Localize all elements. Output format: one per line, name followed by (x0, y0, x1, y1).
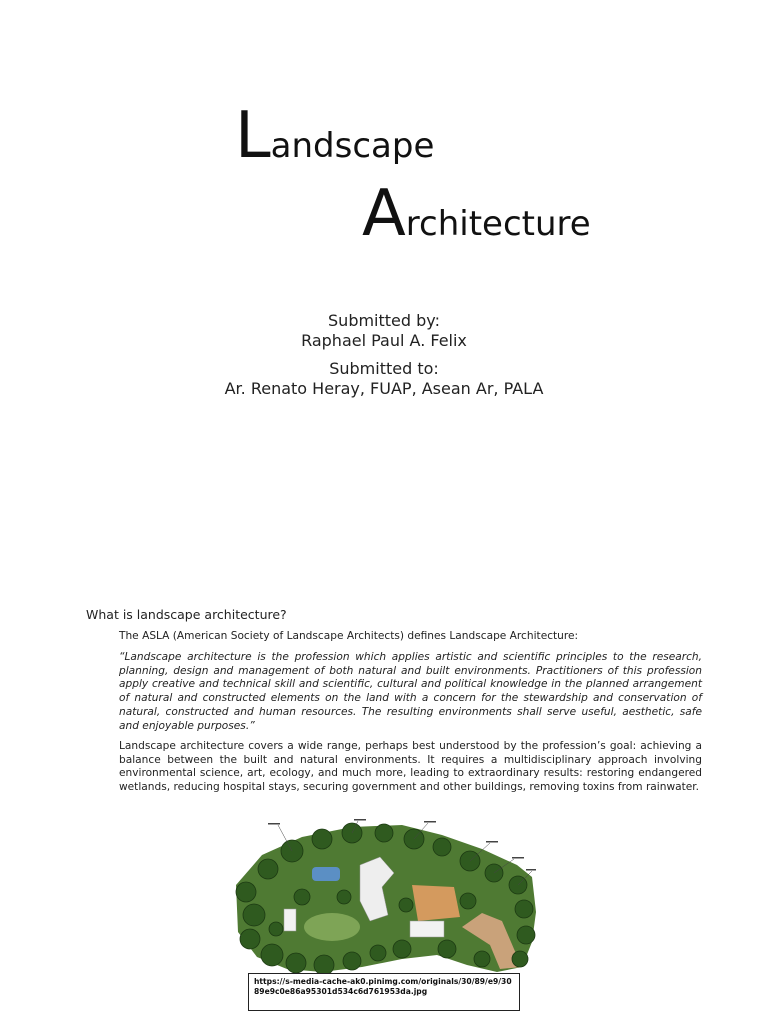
asla-definition-quote: “Landscape architecture is the profession which applies artistic and scientific principles to the research, planning, design and management of both natural and built environments. Practitioners of this profession apply creative and technical skill and scientific, cultural and political knowledge in the planned arrangement of natural and constructed elements on the land with a concern for the stewardship and conservation of natural, constructed and human resources. The resulting environments shall serve useful, aesthetic, safe and enjoyable purposes.” (119, 651, 702, 732)
submitted-to-name: Ar. Renato Heray, FUAP, Asean Ar, PALA (224, 379, 544, 398)
section-question-heading: What is landscape architecture? (86, 607, 287, 622)
title-line-architecture (362, 177, 591, 251)
title-initial-l: L (235, 99, 271, 173)
site-plan-paving (412, 885, 460, 921)
site-plan-building-annex (410, 921, 444, 937)
site-plan-lawn (304, 913, 360, 941)
title-word-architecture: rchitecture (405, 204, 591, 244)
submitted-by-name: Raphael Paul A. Felix (301, 331, 467, 350)
site-plan-pool (312, 867, 340, 881)
title-initial-a: A (362, 177, 406, 251)
profession-goal-paragraph: Landscape architecture covers a wide range, perhaps best understood by the profession’s goal: achieving a balance between the built and natural environments. It requires a multidisciplinary approach involving environmental science, art, ecology, and much more, leading to extraordinary results: restoring endangered wetlands, reducing hospital stays, securing government and other buildings, removing toxins from rainwater. (119, 740, 702, 794)
submitted-to-block (0, 359, 768, 399)
site-plan-building-side (284, 909, 296, 931)
image-source-url-caption: https://s-media-cache-ak0.pinimg.com/originals/30/89/e9/3089e9c0e86a95301d534c6d761953da.jpg (248, 973, 520, 1011)
submitted-to-label: Submitted to: (329, 359, 439, 378)
asla-intro-paragraph: The ASLA (American Society of Landscape Architects) defines Landscape Architecture: (119, 630, 579, 642)
submitted-by-label: Submitted by: (328, 311, 440, 330)
submitted-by-block (0, 311, 768, 351)
title-line-landscape (235, 99, 435, 173)
landscape-site-plan-image (232, 817, 538, 975)
title-word-landscape: andscape (270, 126, 435, 166)
